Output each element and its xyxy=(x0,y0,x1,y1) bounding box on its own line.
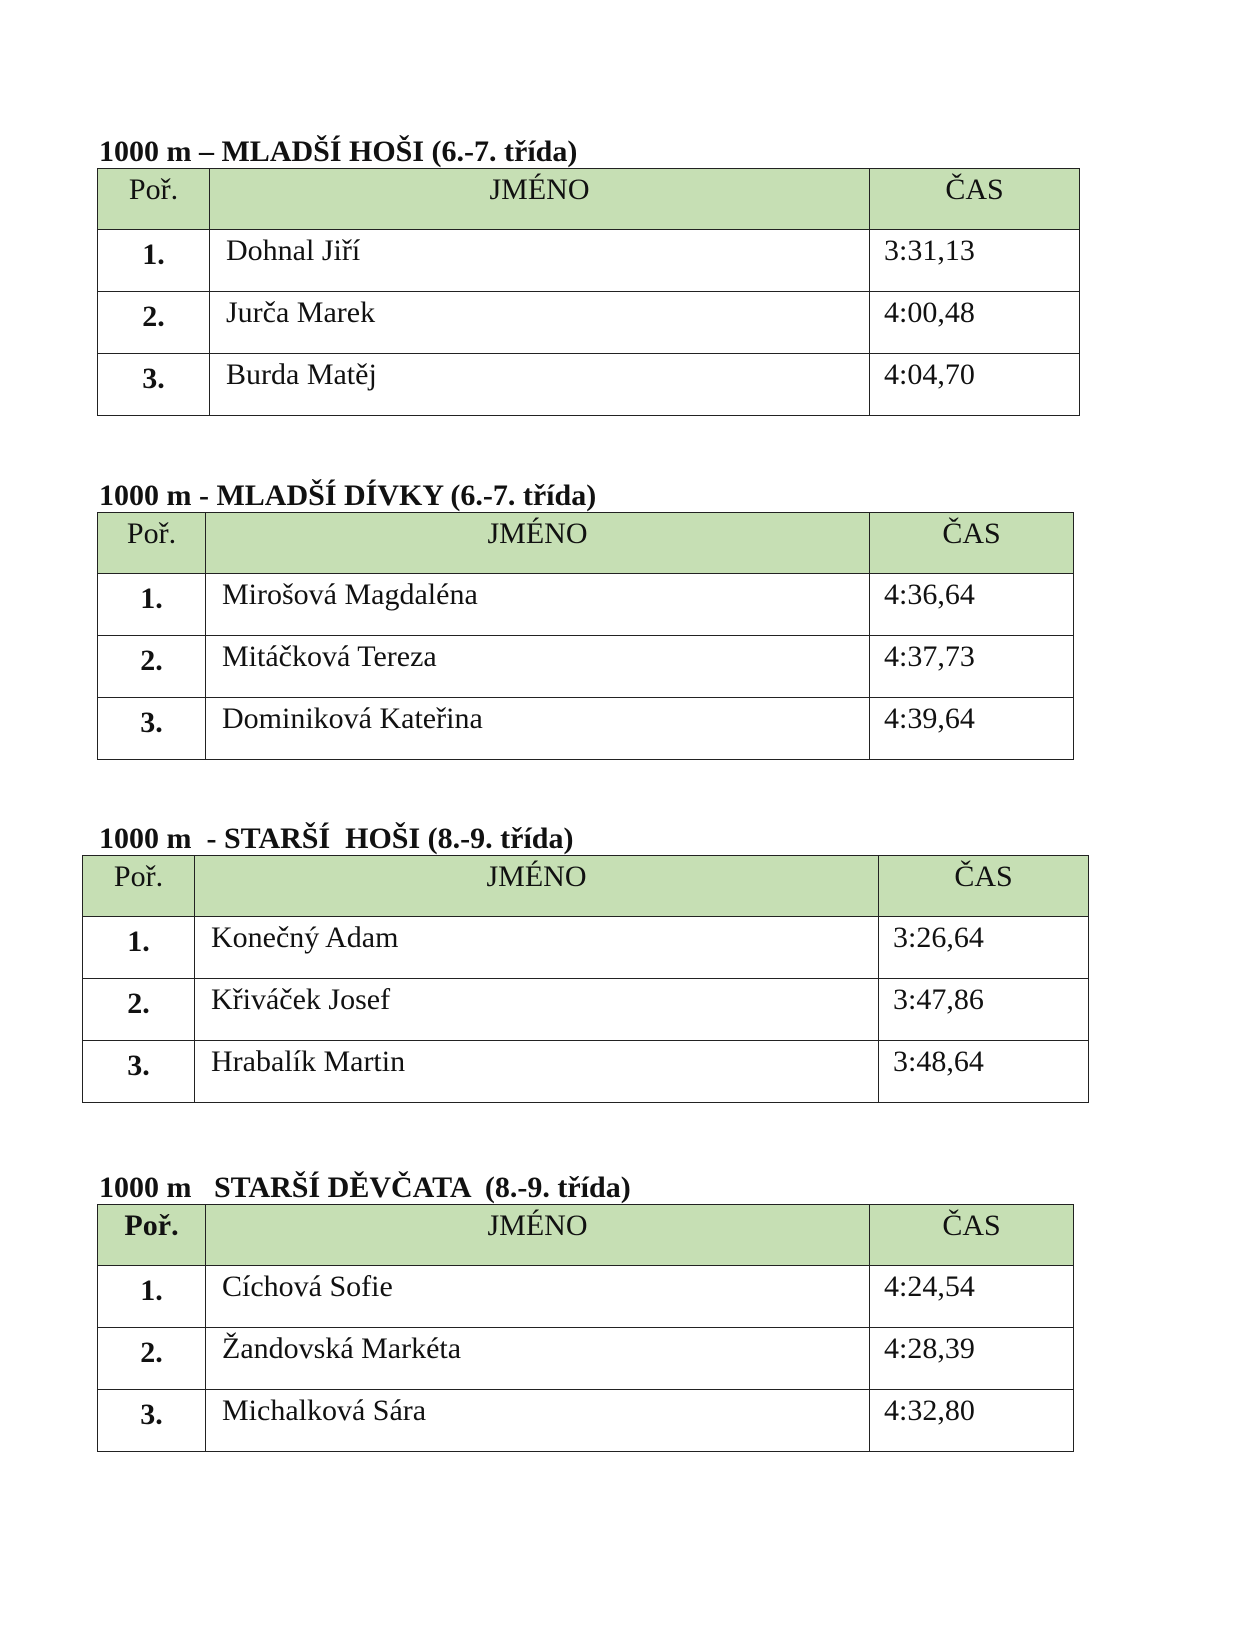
header-name: JMÉNO xyxy=(210,169,870,230)
name-cell: Konečný Adam xyxy=(195,917,879,979)
time-cell: 4:37,73 xyxy=(870,636,1074,698)
results-section-younger-girls xyxy=(97,480,1074,760)
time-cell: 4:28,39 xyxy=(870,1328,1074,1390)
rank-cell: 3. xyxy=(98,698,206,760)
header-time: ČAS xyxy=(870,513,1074,574)
table-header-row xyxy=(83,856,1089,917)
results-table xyxy=(82,855,1089,1103)
table-row xyxy=(98,292,1080,354)
rank-cell: 1. xyxy=(98,230,210,292)
section-title: 1000 m - STARŠÍ HOŠI (8.-9. třída) xyxy=(99,822,574,855)
time-cell: 3:48,64 xyxy=(879,1041,1089,1103)
time-cell: 3:31,13 xyxy=(870,230,1080,292)
table-row xyxy=(98,698,1074,760)
header-rank: Poř. xyxy=(83,856,195,917)
name-cell: Žandovská Markéta xyxy=(206,1328,870,1390)
header-name: JMÉNO xyxy=(206,513,870,574)
rank-cell: 3. xyxy=(98,1390,206,1452)
section-title: 1000 m – MLADŠÍ HOŠI (6.-7. třída) xyxy=(99,135,578,168)
name-cell: Cíchová Sofie xyxy=(206,1266,870,1328)
rank-cell: 3. xyxy=(83,1041,195,1103)
time-cell: 3:47,86 xyxy=(879,979,1089,1041)
rank-cell: 2. xyxy=(98,636,206,698)
results-table xyxy=(97,168,1080,416)
name-cell: Dohnal Jiří xyxy=(210,230,870,292)
header-name: JMÉNO xyxy=(206,1205,870,1266)
table-row xyxy=(98,1328,1074,1390)
rank-cell: 1. xyxy=(98,1266,206,1328)
table-header-row xyxy=(98,169,1080,230)
name-cell: Křiváček Josef xyxy=(195,979,879,1041)
results-table xyxy=(97,512,1074,760)
name-cell: Dominiková Kateřina xyxy=(206,698,870,760)
time-cell: 4:24,54 xyxy=(870,1266,1074,1328)
rank-cell: 2. xyxy=(83,979,195,1041)
time-cell: 3:26,64 xyxy=(879,917,1089,979)
section-title: 1000 m - MLADŠÍ DÍVKY (6.-7. třída) xyxy=(99,479,597,512)
header-name: JMÉNO xyxy=(195,856,879,917)
table-row xyxy=(98,1390,1074,1452)
rank-cell: 2. xyxy=(98,1328,206,1390)
name-cell: Burda Matěj xyxy=(210,354,870,416)
name-cell: Michalková Sára xyxy=(206,1390,870,1452)
table-row xyxy=(98,636,1074,698)
time-cell: 4:36,64 xyxy=(870,574,1074,636)
rank-cell: 3. xyxy=(98,354,210,416)
results-table xyxy=(97,1204,1074,1452)
header-time: ČAS xyxy=(870,1205,1074,1266)
name-cell: Mitáčková Tereza xyxy=(206,636,870,698)
header-rank: Poř. xyxy=(98,1205,206,1266)
table-row xyxy=(83,1041,1089,1103)
time-cell: 4:00,48 xyxy=(870,292,1080,354)
rank-cell: 1. xyxy=(83,917,195,979)
header-time: ČAS xyxy=(879,856,1089,917)
results-section-younger-boys xyxy=(97,136,1080,416)
name-cell: Hrabalík Martin xyxy=(195,1041,879,1103)
table-header-row xyxy=(98,1205,1074,1266)
table-row xyxy=(98,1266,1074,1328)
rank-cell: 2. xyxy=(98,292,210,354)
header-rank: Poř. xyxy=(98,513,206,574)
results-section-older-girls xyxy=(97,1172,1074,1452)
section-title: 1000 m STARŠÍ DĚVČATA (8.-9. třída) xyxy=(99,1171,631,1204)
table-row xyxy=(98,574,1074,636)
time-cell: 4:32,80 xyxy=(870,1390,1074,1452)
rank-cell: 1. xyxy=(98,574,206,636)
time-cell: 4:39,64 xyxy=(870,698,1074,760)
header-rank: Poř. xyxy=(98,169,210,230)
header-time: ČAS xyxy=(870,169,1080,230)
name-cell: Jurča Marek xyxy=(210,292,870,354)
table-row xyxy=(98,230,1080,292)
results-section-older-boys xyxy=(82,823,1089,1103)
name-cell: Mirošová Magdaléna xyxy=(206,574,870,636)
table-row xyxy=(98,354,1080,416)
table-header-row xyxy=(98,513,1074,574)
table-row xyxy=(83,917,1089,979)
time-cell: 4:04,70 xyxy=(870,354,1080,416)
table-row xyxy=(83,979,1089,1041)
